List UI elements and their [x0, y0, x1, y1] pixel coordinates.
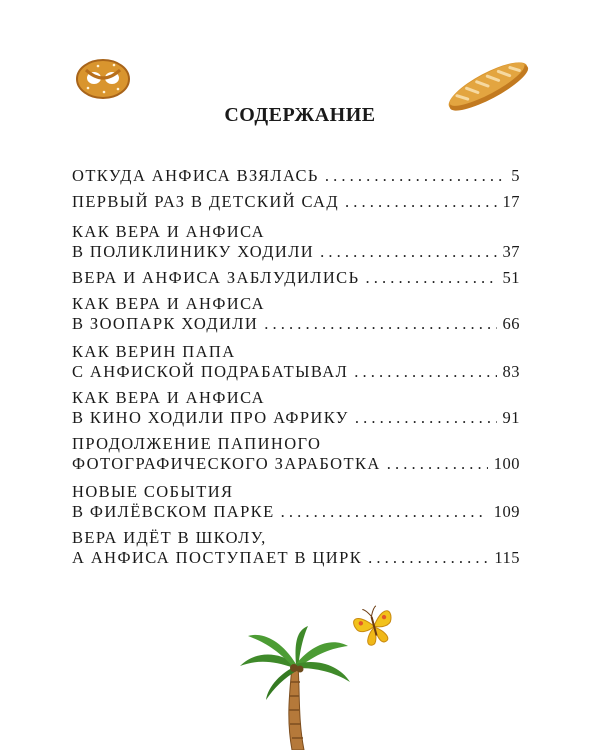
toc-entry-title-cont: А АНФИСА ПОСТУПАЕТ В ЦИРК	[72, 548, 363, 567]
toc-dot-leader	[368, 548, 488, 568]
toc-page-number: 51	[502, 268, 520, 287]
toc-dot-leader	[355, 408, 497, 428]
toc-entry	[72, 342, 520, 382]
toc-page-number: 37	[502, 242, 520, 261]
toc-entry-title: КАК ВЕРА И АНФИСА	[72, 222, 265, 241]
toc-entry	[72, 434, 520, 474]
toc-dot-leader	[345, 192, 496, 212]
toc-entry-title: ПЕРВЫЙ РАЗ В ДЕТСКИЙ САД	[72, 192, 340, 211]
toc-entry-title-cont: ФОТОГРАФИЧЕСКОГО ЗАРАБОТКА	[72, 454, 381, 473]
toc-page-number: 91	[502, 408, 520, 427]
toc-entry-title: КАК ВЕРИН ПАПА	[72, 342, 236, 361]
toc-dot-leader	[264, 314, 496, 334]
toc-page-number: 17	[502, 192, 520, 211]
toc-entry	[72, 528, 520, 568]
toc-entry-title-cont: В ЗООПАРК ХОДИЛИ	[72, 314, 259, 333]
page-title: СОДЕРЖАНИЕ	[224, 104, 376, 126]
toc-dot-leader	[320, 242, 496, 262]
toc-entry-title-cont: В КИНО ХОДИЛИ ПРО АФРИКУ	[72, 408, 349, 427]
toc-entry	[72, 192, 520, 212]
toc-page-number: 5	[511, 166, 520, 185]
toc-page-number: 100	[493, 454, 520, 473]
toc-dot-leader	[325, 166, 505, 186]
toc-entry	[72, 166, 520, 186]
toc-dot-leader	[387, 454, 488, 474]
toc-entry-title-cont: В ПОЛИКЛИНИКУ ХОДИЛИ	[72, 242, 315, 261]
toc-entry-title: ОТКУДА АНФИСА ВЗЯЛАСЬ	[72, 166, 319, 185]
toc-dot-leader	[354, 362, 496, 382]
toc-dot-leader	[365, 268, 496, 288]
toc-entry	[72, 388, 520, 428]
toc-entry	[72, 222, 520, 262]
toc-entry-title: ВЕРА ИДЁТ В ШКОЛУ,	[72, 528, 267, 547]
toc-page-number: 109	[493, 502, 520, 521]
toc-entry-title: ПРОДОЛЖЕНИЕ ПАПИНОГО	[72, 434, 322, 453]
toc-entry-title-cont: С АНФИСКОЙ ПОДРАБАТЫВАЛ	[72, 362, 349, 381]
butterfly-icon	[350, 604, 398, 648]
toc-entry	[72, 294, 520, 334]
pretzel-icon	[74, 56, 132, 102]
toc-entry-title-cont: В ФИЛЁВСКОМ ПАРКЕ	[72, 502, 275, 521]
toc-dot-leader	[281, 502, 488, 522]
toc-entry-title: КАК ВЕРА И АНФИСА	[72, 294, 265, 313]
toc-page-number: 83	[502, 362, 520, 381]
toc-entry-title: ВЕРА И АНФИСА ЗАБЛУДИЛИСЬ	[72, 268, 360, 287]
toc-entry	[72, 268, 520, 288]
toc-entry	[72, 482, 520, 522]
toc-entry-title: НОВЫЕ СОБЫТИЯ	[72, 482, 234, 501]
palm-tree-icon	[236, 626, 354, 750]
toc-page-number: 115	[494, 548, 520, 567]
toc-page-number: 66	[502, 314, 520, 333]
toc-entry-title: КАК ВЕРА И АНФИСА	[72, 388, 265, 407]
